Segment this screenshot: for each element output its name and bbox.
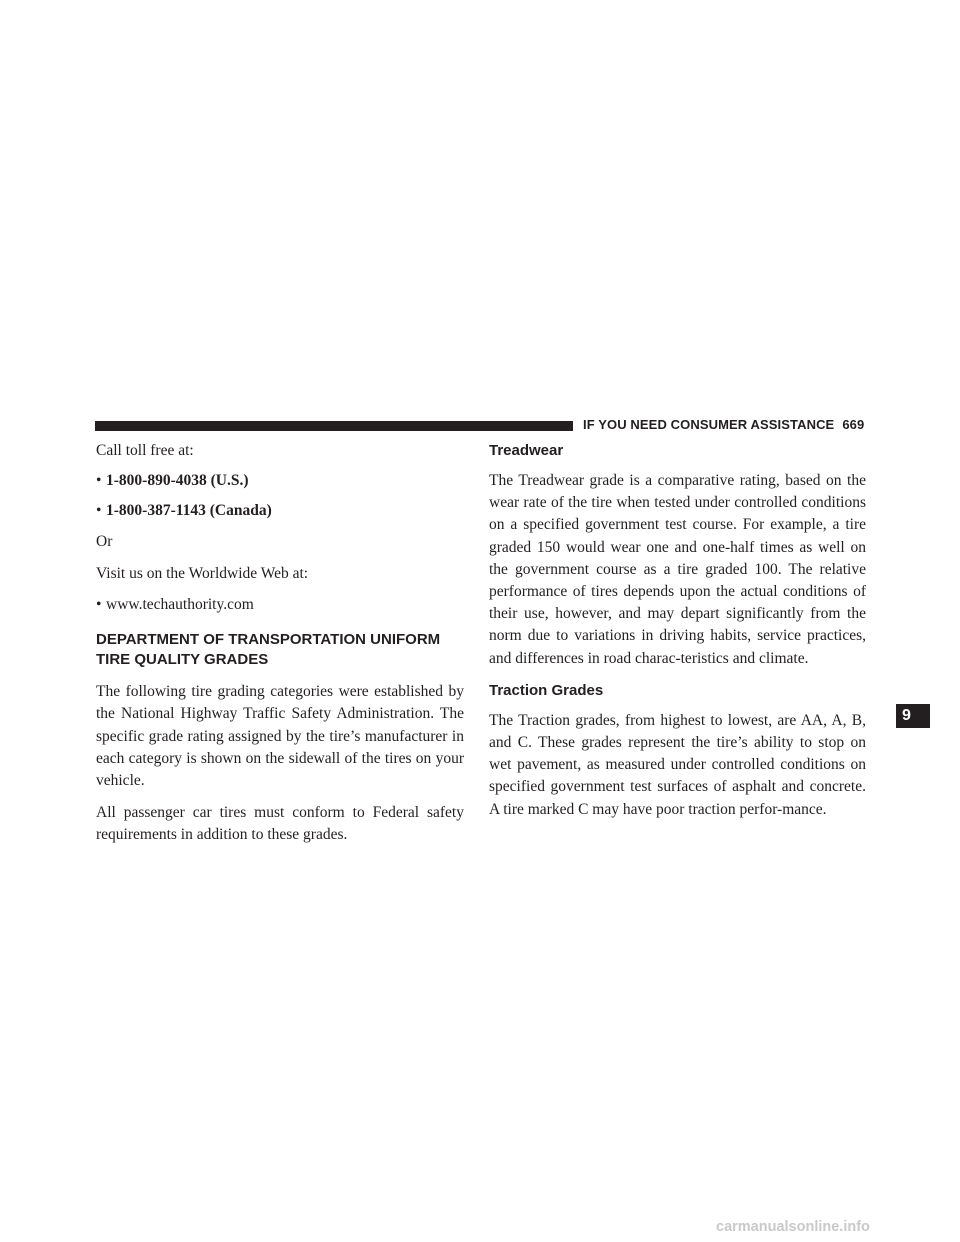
phone-us: 1-800-890-4038 (U.S.) [106, 472, 249, 490]
left-column [96, 440, 464, 847]
website-link[interactable]: www.techauthority.com [106, 596, 254, 614]
watermark: carmanualsonline.info [716, 1219, 870, 1235]
treadwear-heading: Treadwear [489, 442, 564, 459]
call-toll-free-text: Call toll free at: [96, 442, 194, 459]
bullet-phone-us [96, 470, 464, 492]
bullet-website [96, 594, 464, 616]
right-column [489, 440, 866, 821]
traction-paragraph: The Traction grades, from highest to lowest, are AA, A, B, and C. These grades represent the tire’s ability to stop on wet pavement, as measured under controlled conditions on specified government test surfaces of asphalt and concrete. A tire marked C may have poor traction perfor-mance. [489, 711, 866, 818]
bullet-icon: • [96, 502, 102, 520]
or-text: Or [96, 532, 113, 550]
visit-web-text: Visit us on the Worldwide Web at: [96, 564, 309, 582]
header-rule-bar [95, 421, 573, 431]
chapter-tab: 9 [896, 704, 930, 728]
page-number: 669 [842, 417, 865, 432]
dot-heading-line1: DEPARTMENT OF TRANSPORTATION UNIFORM [96, 631, 441, 649]
dot-heading-line2: TIRE QUALITY GRADES [96, 651, 269, 669]
bullet-phone-canada [96, 500, 464, 522]
dot-heading [96, 630, 464, 670]
running-header [583, 417, 864, 432]
bullet-icon: • [96, 596, 102, 614]
grading-paragraph: The following tire grading categories were established by the National Highway Traffic Safety Administration. The specific grade rating assigned by the tire’s manufacturer in each category is shown on the sidewall of the tires on your vehicle. [96, 683, 464, 790]
conform-paragraph: All passenger car tires must conform to Federal safety requirements in addition to these grades. [96, 804, 464, 844]
treadwear-paragraph: The Treadwear grade is a comparative rating, based on the wear rate of the tire when tested under controlled conditions on a specified government test course. For example, a tire graded 150 would wear one and one-half times as well on the government course as a tire graded 100. The relative performance of tires depends upon the actual conditions of their use, however, and may depart significantly from the norm due to variations in driving habits, service practices, and differences in road charac-teristics and climate. [489, 472, 866, 667]
section-title: IF YOU NEED CONSUMER ASSISTANCE [583, 417, 835, 432]
bullet-icon: • [96, 472, 102, 490]
traction-heading: Traction Grades [489, 681, 604, 699]
phone-canada: 1-800-387-1143 (Canada) [106, 502, 272, 520]
